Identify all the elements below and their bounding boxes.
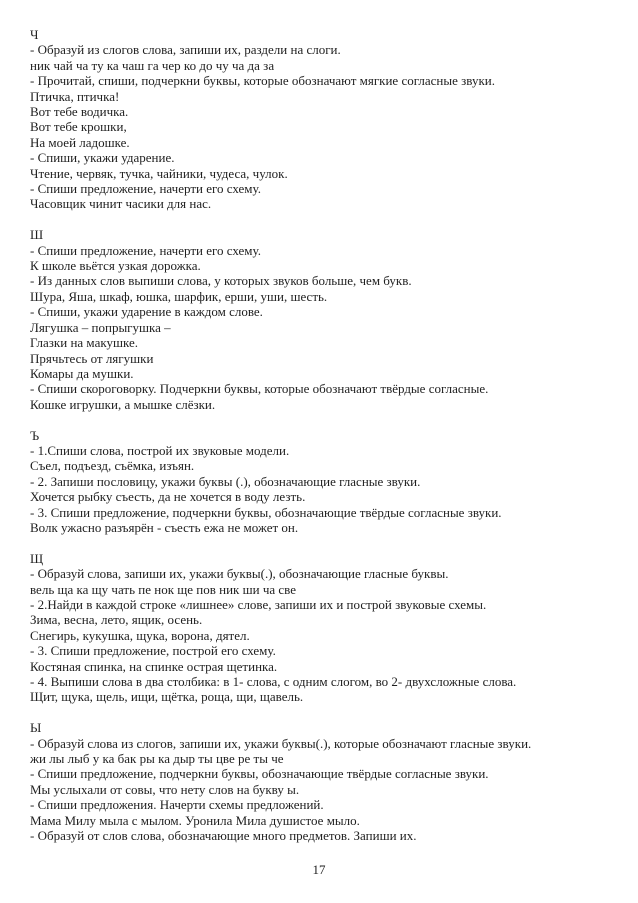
- text-line: - Образуй слова из слогов, запиши их, укажи буквы(.), которые обозначают гласные звуки.: [30, 735, 532, 751]
- text-line: Мы услыхали от совы, что нету слов на букву ы.: [30, 781, 300, 797]
- text-line: Чтение, червяк, тучка, чайники, чудеса, чулок.: [30, 165, 288, 181]
- text-line: - Спиши предложения. Начерти схемы предложений.: [30, 797, 324, 813]
- section-heading: Ъ: [30, 427, 40, 443]
- text-line: Зима, весна, лето, ящик, осень.: [30, 612, 203, 628]
- text-line: Птичка, птичка!: [30, 88, 120, 104]
- text-line: На моей ладошке.: [30, 134, 130, 150]
- text-line: Вот тебе водичка.: [30, 104, 129, 120]
- text-line: Часовщик чинит часики для нас.: [30, 196, 212, 212]
- page-number: 17: [312, 861, 326, 877]
- text-line: ник чай ча ту ка чаш га чер ко до чу ча да за: [30, 57, 275, 73]
- text-line: жи лы лыб у ка бак ры ка дыр ты цве ре ты че: [30, 751, 284, 767]
- text-line: Мама Милу мыла с мылом. Уронила Мила душистое мыло.: [30, 812, 360, 828]
- text-line: - 2.Найди в каждой строке «лишнее» слове, запиши их и построй звуковые схемы.: [30, 596, 487, 612]
- text-line: Съел, подъезд, съёмка, изъян.: [30, 458, 195, 474]
- text-line: - Спиши, укажи ударение в каждом слове.: [30, 304, 263, 320]
- text-line: Костяная спинка, на спинке острая щетинка.: [30, 658, 278, 674]
- section-heading: Ч: [30, 27, 39, 42]
- text-line: Хочется рыбку съесть, да не хочется в воду лезть.: [30, 489, 306, 505]
- text-line: - Спиши предложение, подчеркни буквы, обозначающие твёрдые согласные звуки.: [30, 766, 489, 782]
- text-line: К школе вьётся узкая дорожка.: [30, 258, 201, 274]
- text-line: - Спиши предложение, начерти его схему.: [30, 242, 261, 258]
- section-hard-sign: [30, 428, 606, 536]
- text-line: Вот тебе крошки,: [30, 119, 127, 135]
- section-sh: [30, 227, 606, 412]
- text-line: - Образуй из слогов слова, запиши их, раздели на слоги.: [30, 42, 341, 58]
- text-line: Глазки на макушке.: [30, 335, 138, 351]
- text-line: - 2. Запиши пословицу, укажи буквы (.), обозначающие гласные звуки.: [30, 473, 421, 489]
- section-ch: [30, 27, 606, 212]
- text-line: - Прочитай, спиши, подчеркни буквы, которые обозначают мягкие согласные звуки.: [30, 73, 495, 89]
- text-line: - Образуй слова, запиши их, укажи буквы(.), обозначающие гласные буквы.: [30, 566, 449, 582]
- text-line: - Спиши скороговорку. Подчеркни буквы, которые обозначают твёрдые согласные.: [30, 381, 489, 397]
- section-heading: Ы: [30, 720, 42, 736]
- text-line: - Спиши предложение, начерти его схему.: [30, 181, 261, 197]
- text-line: - 3. Спиши предложение, построй его схему.: [30, 643, 276, 659]
- text-line: - 3. Спиши предложение, подчеркни буквы, обозначающие твёрдые согласные звуки.: [30, 504, 502, 520]
- text-line: Кошке игрушки, а мышке слёзки.: [30, 396, 216, 412]
- text-line: Волк ужасно разъярён - съесть ежа не может он.: [30, 519, 299, 535]
- text-line: - Спиши, укажи ударение.: [30, 150, 175, 166]
- text-line: - 1.Спиши слова, построй их звуковые модели.: [30, 442, 290, 458]
- section-heading: Ш: [30, 227, 44, 243]
- text-line: - Из данных слов выпиши слова, у которых звуков больше, чем букв.: [30, 273, 412, 289]
- text-line: Шура, Яша, шкаф, юшка, шарфик, ерши, уши, шесть.: [30, 288, 328, 304]
- text-line: - 4. Выпиши слова в два столбика: в 1- слова, с одним слогом, во 2- двухсложные слова.: [30, 674, 517, 690]
- text-line: Снегирь, кукушка, щука, ворона, дятел.: [30, 627, 250, 643]
- text-line: вель ща ка щу чать пе нок ще пов ник ши ча све: [30, 581, 296, 597]
- section-y: [30, 720, 606, 843]
- text-line: - Образуй от слов слова, обозначающие много предметов. Запиши их.: [30, 828, 417, 844]
- section-heading: Щ: [30, 550, 44, 566]
- text-line: Лягушка – попрыгушка –: [30, 319, 171, 335]
- text-line: Щит, щука, щель, ищи, щётка, роща, щи, щавель.: [30, 689, 304, 705]
- section-shch: [30, 551, 606, 705]
- text-line: Комары да мушки.: [30, 365, 134, 381]
- text-line: Прячьтесь от лягушки: [30, 350, 154, 366]
